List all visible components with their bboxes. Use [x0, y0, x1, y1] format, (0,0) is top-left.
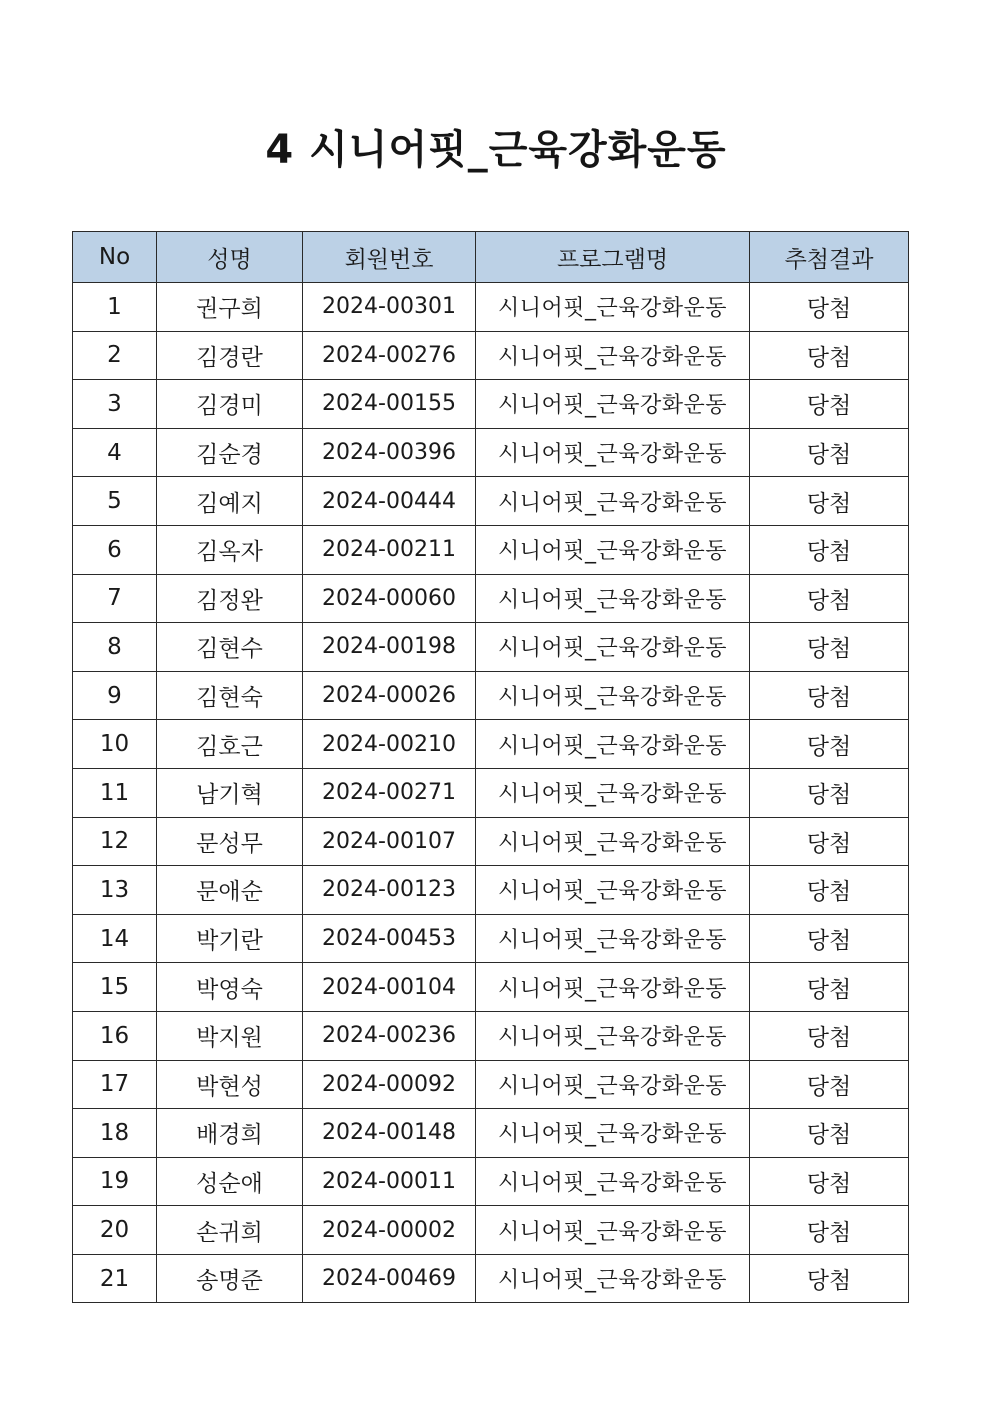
cell-result: 당첨	[750, 1109, 909, 1158]
cell-program: 시니어핏_근육강화운동	[476, 768, 750, 817]
cell-name: 배경희	[157, 1109, 303, 1158]
cell-name: 박영숙	[157, 963, 303, 1012]
cell-program: 시니어핏_근육강화운동	[476, 574, 750, 623]
cell-program: 시니어핏_근육강화운동	[476, 1157, 750, 1206]
cell-name: 박기란	[157, 914, 303, 963]
cell-member-id: 2024-00155	[303, 380, 476, 429]
cell-member-id: 2024-00276	[303, 331, 476, 380]
cell-result: 당첨	[750, 817, 909, 866]
cell-no: 3	[73, 380, 157, 429]
cell-result: 당첨	[750, 914, 909, 963]
cell-result: 당첨	[750, 477, 909, 526]
cell-no: 21	[73, 1254, 157, 1303]
cell-no: 2	[73, 331, 157, 380]
cell-member-id: 2024-00210	[303, 720, 476, 769]
cell-name: 김예지	[157, 477, 303, 526]
cell-member-id: 2024-00092	[303, 1060, 476, 1109]
cell-no: 19	[73, 1157, 157, 1206]
cell-name: 남기혁	[157, 768, 303, 817]
table-row	[73, 477, 909, 526]
cell-member-id: 2024-00271	[303, 768, 476, 817]
table-row	[73, 768, 909, 817]
cell-result: 당첨	[750, 866, 909, 915]
cell-result: 당첨	[750, 1011, 909, 1060]
table-row	[73, 380, 909, 429]
cell-no: 1	[73, 283, 157, 332]
table-row	[73, 671, 909, 720]
cell-name: 송명준	[157, 1254, 303, 1303]
cell-name: 성순애	[157, 1157, 303, 1206]
cell-member-id: 2024-00002	[303, 1206, 476, 1255]
cell-member-id: 2024-00211	[303, 525, 476, 574]
page-title: 4 시니어핏_근육강화운동	[265, 127, 727, 173]
lottery-results-table	[72, 231, 909, 1303]
cell-result: 당첨	[750, 963, 909, 1012]
table-body	[73, 283, 909, 1303]
cell-name: 손귀희	[157, 1206, 303, 1255]
cell-no: 10	[73, 720, 157, 769]
cell-program: 시니어핏_근육강화운동	[476, 428, 750, 477]
cell-member-id: 2024-00444	[303, 477, 476, 526]
table-row	[73, 1157, 909, 1206]
cell-name: 문성무	[157, 817, 303, 866]
cell-no: 12	[73, 817, 157, 866]
cell-program: 시니어핏_근육강화운동	[476, 1011, 750, 1060]
table-row	[73, 428, 909, 477]
cell-name: 김순경	[157, 428, 303, 477]
header-result: 추첨결과	[750, 232, 909, 283]
cell-result: 당첨	[750, 380, 909, 429]
cell-name: 김현수	[157, 623, 303, 672]
cell-program: 시니어핏_근육강화운동	[476, 914, 750, 963]
cell-member-id: 2024-00104	[303, 963, 476, 1012]
cell-member-id: 2024-00453	[303, 914, 476, 963]
cell-program: 시니어핏_근육강화운동	[476, 1109, 750, 1158]
cell-result: 당첨	[750, 331, 909, 380]
cell-name: 김경미	[157, 380, 303, 429]
cell-member-id: 2024-00148	[303, 1109, 476, 1158]
cell-result: 당첨	[750, 525, 909, 574]
table-row	[73, 720, 909, 769]
cell-program: 시니어핏_근육강화운동	[476, 477, 750, 526]
cell-result: 당첨	[750, 1060, 909, 1109]
header-member-id: 회원번호	[303, 232, 476, 283]
cell-program: 시니어핏_근육강화운동	[476, 525, 750, 574]
cell-name: 김경란	[157, 331, 303, 380]
cell-name: 김옥자	[157, 525, 303, 574]
cell-no: 18	[73, 1109, 157, 1158]
cell-member-id: 2024-00107	[303, 817, 476, 866]
cell-result: 당첨	[750, 283, 909, 332]
cell-program: 시니어핏_근육강화운동	[476, 963, 750, 1012]
cell-member-id: 2024-00011	[303, 1157, 476, 1206]
cell-result: 당첨	[750, 1157, 909, 1206]
cell-result: 당첨	[750, 671, 909, 720]
cell-program: 시니어핏_근육강화운동	[476, 1060, 750, 1109]
cell-program: 시니어핏_근육강화운동	[476, 1254, 750, 1303]
cell-result: 당첨	[750, 768, 909, 817]
cell-no: 15	[73, 963, 157, 1012]
cell-no: 8	[73, 623, 157, 672]
table-row	[73, 623, 909, 672]
cell-program: 시니어핏_근육강화운동	[476, 1206, 750, 1255]
cell-program: 시니어핏_근육강화운동	[476, 283, 750, 332]
table-row	[73, 1011, 909, 1060]
table-row	[73, 1206, 909, 1255]
cell-no: 5	[73, 477, 157, 526]
cell-member-id: 2024-00026	[303, 671, 476, 720]
cell-name: 김정완	[157, 574, 303, 623]
cell-member-id: 2024-00236	[303, 1011, 476, 1060]
cell-no: 4	[73, 428, 157, 477]
cell-name: 김호근	[157, 720, 303, 769]
cell-name: 권구희	[157, 283, 303, 332]
cell-member-id: 2024-00469	[303, 1254, 476, 1303]
cell-member-id: 2024-00060	[303, 574, 476, 623]
cell-no: 17	[73, 1060, 157, 1109]
table-row	[73, 866, 909, 915]
header-program: 프로그램명	[476, 232, 750, 283]
cell-result: 당첨	[750, 1206, 909, 1255]
cell-program: 시니어핏_근육강화운동	[476, 623, 750, 672]
cell-name: 문애순	[157, 866, 303, 915]
cell-result: 당첨	[750, 428, 909, 477]
cell-member-id: 2024-00198	[303, 623, 476, 672]
cell-no: 6	[73, 525, 157, 574]
cell-result: 당첨	[750, 574, 909, 623]
cell-name: 박지원	[157, 1011, 303, 1060]
table-row	[73, 963, 909, 1012]
cell-name: 김현숙	[157, 671, 303, 720]
table-row	[73, 1254, 909, 1303]
header-name: 성명	[157, 232, 303, 283]
table-row	[73, 1109, 909, 1158]
table-row	[73, 574, 909, 623]
cell-program: 시니어핏_근육강화운동	[476, 866, 750, 915]
table-row	[73, 525, 909, 574]
cell-result: 당첨	[750, 623, 909, 672]
cell-no: 11	[73, 768, 157, 817]
cell-program: 시니어핏_근육강화운동	[476, 817, 750, 866]
cell-no: 13	[73, 866, 157, 915]
cell-program: 시니어핏_근육강화운동	[476, 331, 750, 380]
cell-program: 시니어핏_근육강화운동	[476, 380, 750, 429]
cell-member-id: 2024-00396	[303, 428, 476, 477]
cell-program: 시니어핏_근육강화운동	[476, 720, 750, 769]
cell-no: 16	[73, 1011, 157, 1060]
header-no: No	[73, 232, 157, 283]
table-row	[73, 331, 909, 380]
cell-result: 당첨	[750, 1254, 909, 1303]
cell-member-id: 2024-00123	[303, 866, 476, 915]
cell-result: 당첨	[750, 720, 909, 769]
table-row	[73, 914, 909, 963]
table-row	[73, 817, 909, 866]
table-header-row	[73, 232, 909, 283]
cell-name: 박현성	[157, 1060, 303, 1109]
table-row	[73, 283, 909, 332]
cell-no: 7	[73, 574, 157, 623]
cell-no: 20	[73, 1206, 157, 1255]
cell-program: 시니어핏_근육강화운동	[476, 671, 750, 720]
cell-no: 14	[73, 914, 157, 963]
cell-no: 9	[73, 671, 157, 720]
table-row	[73, 1060, 909, 1109]
cell-member-id: 2024-00301	[303, 283, 476, 332]
